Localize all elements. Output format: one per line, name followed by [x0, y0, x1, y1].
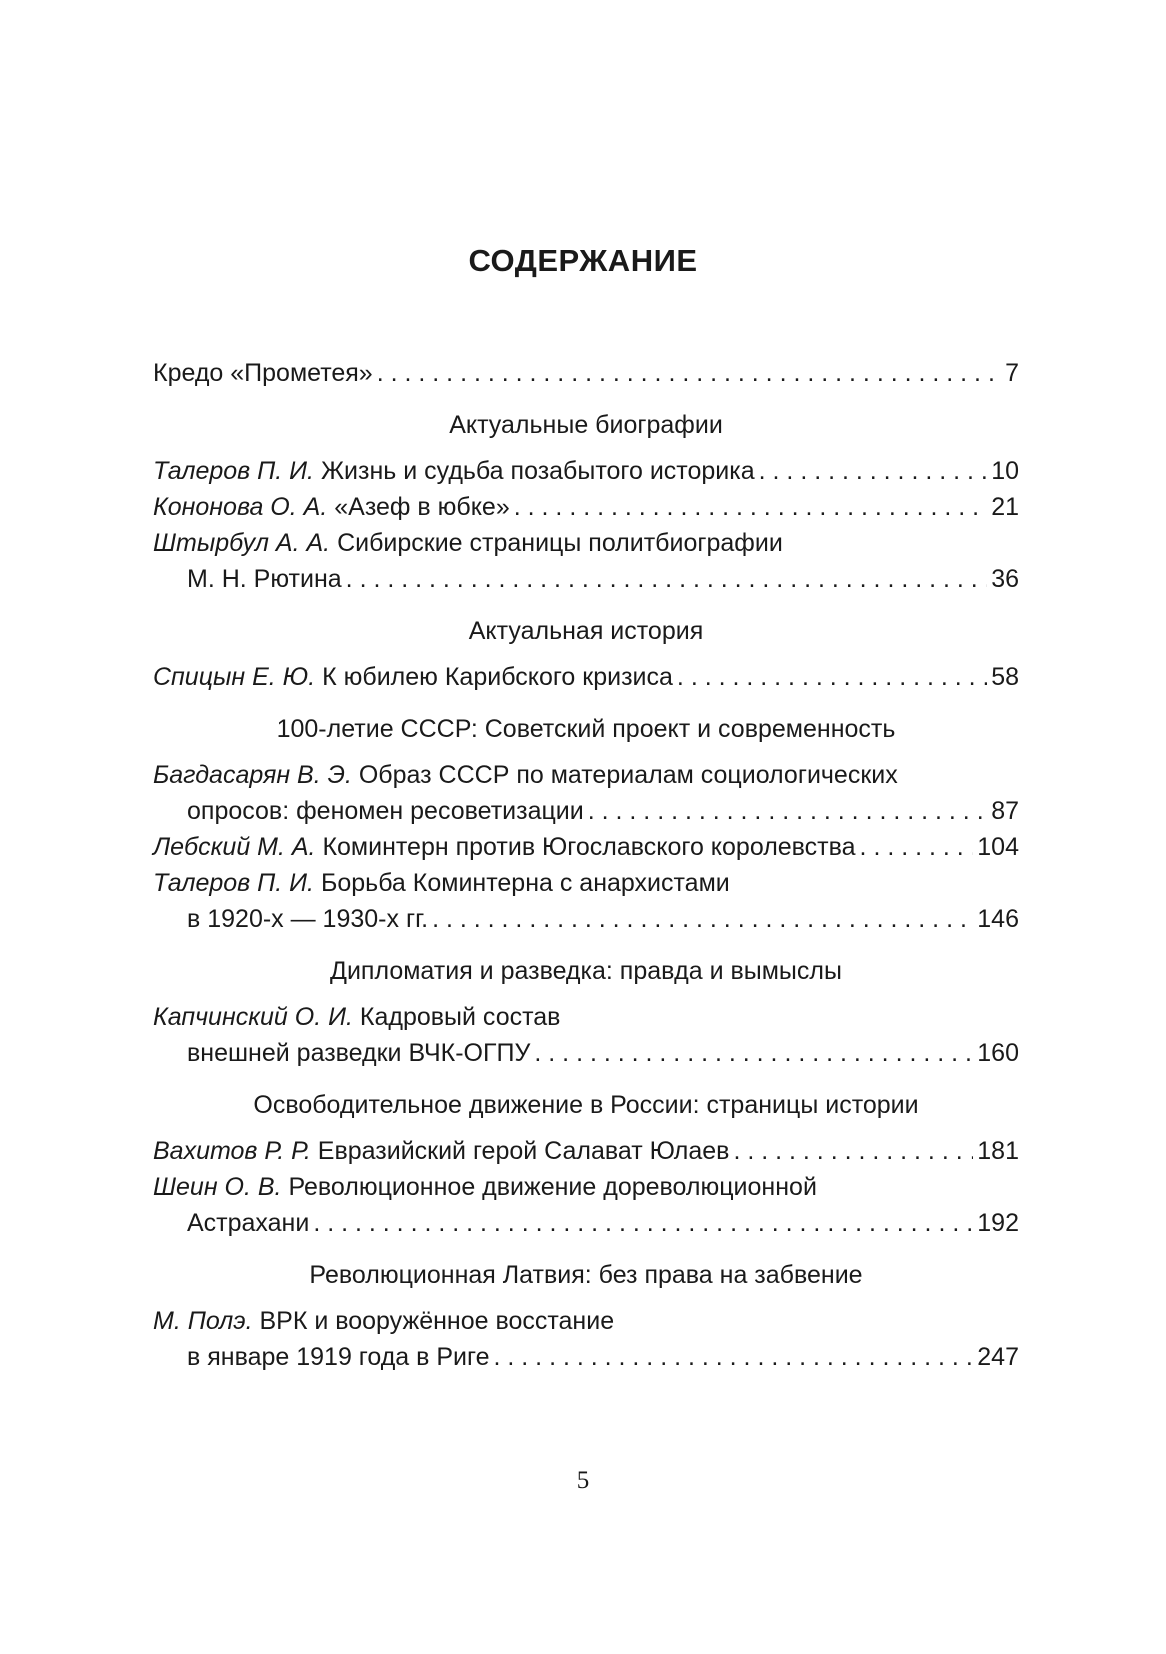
entry-title: Жизнь и судьба позабытого историка [320, 457, 755, 485]
section-heading: Революционная Латвия: без права на забвение [309, 1261, 863, 1289]
entry-author: Спицын Е. Ю. [153, 663, 316, 691]
entry-title-cont: в 1920-х — 1930-х гг. [187, 905, 429, 933]
page-number: 7 [1005, 359, 1019, 387]
section-heading: Освободительное движение в России: страницы истории [253, 1091, 919, 1119]
page-number: 181 [977, 1137, 1019, 1165]
toc-entry [153, 453, 1019, 489]
toc-entry-continuation [153, 901, 1019, 937]
entry-author: Талеров П. И. [153, 457, 314, 485]
dot-leader [432, 901, 973, 937]
page-folio: 5 [576, 1467, 590, 1494]
section-heading: 100-летие СССР: Советский проект и современность [276, 715, 896, 743]
entry-author: Лебский М. А. [153, 833, 316, 861]
dot-leader [346, 561, 988, 597]
entry-title: К юбилею Карибского кризиса [322, 663, 673, 691]
dot-leader [514, 489, 987, 525]
page-number: 192 [977, 1209, 1019, 1237]
dot-leader [759, 453, 988, 489]
entry-title-cont: в январе 1919 года в Риге [187, 1343, 490, 1371]
dot-leader [534, 1035, 973, 1071]
toc-entry-intro [153, 355, 1019, 391]
entry-author: Капчинский О. И. [153, 1003, 353, 1031]
toc-entry [153, 1169, 1019, 1205]
entry-title-cont: опросов: феномен ресоветизации [187, 797, 584, 825]
toc-entry-continuation [153, 793, 1019, 829]
entry-title-cont: внешней разведки ВЧК-ОГПУ [187, 1039, 531, 1067]
entry-author: Шеин О. В. [153, 1173, 282, 1201]
page-number: 146 [977, 905, 1019, 933]
page-number: 104 [977, 833, 1019, 861]
page-number: 247 [977, 1343, 1019, 1371]
toc-entry-continuation [153, 1339, 1019, 1375]
entry-title: Революционное движение дореволюционной [288, 1173, 817, 1201]
toc-entry [153, 1133, 1019, 1169]
entry-title: Образ СССР по материалам социологических [358, 761, 898, 789]
dot-leader [377, 355, 1001, 391]
entry-author: Вахитов Р. Р. [153, 1137, 311, 1165]
section-heading: Дипломатия и разведка: правда и вымыслы [330, 957, 842, 985]
toc-entry [153, 999, 1019, 1035]
dot-leader [677, 659, 987, 695]
dot-leader [494, 1339, 974, 1375]
toc-entry [153, 865, 1019, 901]
dot-leader [588, 793, 987, 829]
entry-title: Кадровый состав [359, 1003, 561, 1031]
toc-entry [153, 829, 1019, 865]
dot-leader [860, 829, 974, 865]
entry-title: Коминтерн против Югославского королевства [322, 833, 856, 861]
toc-entry-continuation [153, 561, 1019, 597]
entry-author: Талеров П. И. [153, 869, 314, 897]
page-number: 160 [977, 1039, 1019, 1067]
entry-title-cont: Астрахани [187, 1209, 310, 1237]
entry-title: Борьба Коминтерна с анархистами [320, 869, 730, 897]
page-number: 58 [991, 663, 1019, 691]
entry-author: М. Полэ. [153, 1307, 253, 1335]
toc-entry [153, 757, 1019, 793]
dot-leader [313, 1205, 973, 1241]
page-number: 36 [991, 565, 1019, 593]
entry-title: Кредо «Прометея» [153, 359, 373, 387]
page-number: 87 [991, 797, 1019, 825]
toc-entry [153, 1303, 1019, 1339]
section-heading: Актуальные биографии [449, 411, 723, 439]
entry-author: Багдасарян В. Э. [153, 761, 352, 789]
entry-title: Сибирские страницы политбиографии [337, 529, 783, 557]
page-number: 10 [991, 457, 1019, 485]
section-heading: Актуальная история [468, 617, 704, 645]
entry-title-cont: М. Н. Рютина [187, 565, 342, 593]
table-of-contents [153, 355, 1019, 1375]
toc-entry-continuation [153, 1205, 1019, 1241]
page-number: 21 [991, 493, 1019, 521]
entry-title: ВРК и вооружённое восстание [259, 1307, 615, 1335]
dot-leader [733, 1133, 973, 1169]
toc-entry [153, 659, 1019, 695]
toc-entry-continuation [153, 1035, 1019, 1071]
entry-title: Евразийский герой Салават Юлаев [317, 1137, 730, 1165]
toc-entry [153, 489, 1019, 525]
page-title: СОДЕРЖАНИЕ [468, 243, 698, 278]
toc-entry [153, 525, 1019, 561]
entry-title: «Азеф в юбке» [334, 493, 510, 521]
entry-author: Штырбул А. А. [153, 529, 331, 557]
entry-author: Кононова О. А. [153, 493, 328, 521]
